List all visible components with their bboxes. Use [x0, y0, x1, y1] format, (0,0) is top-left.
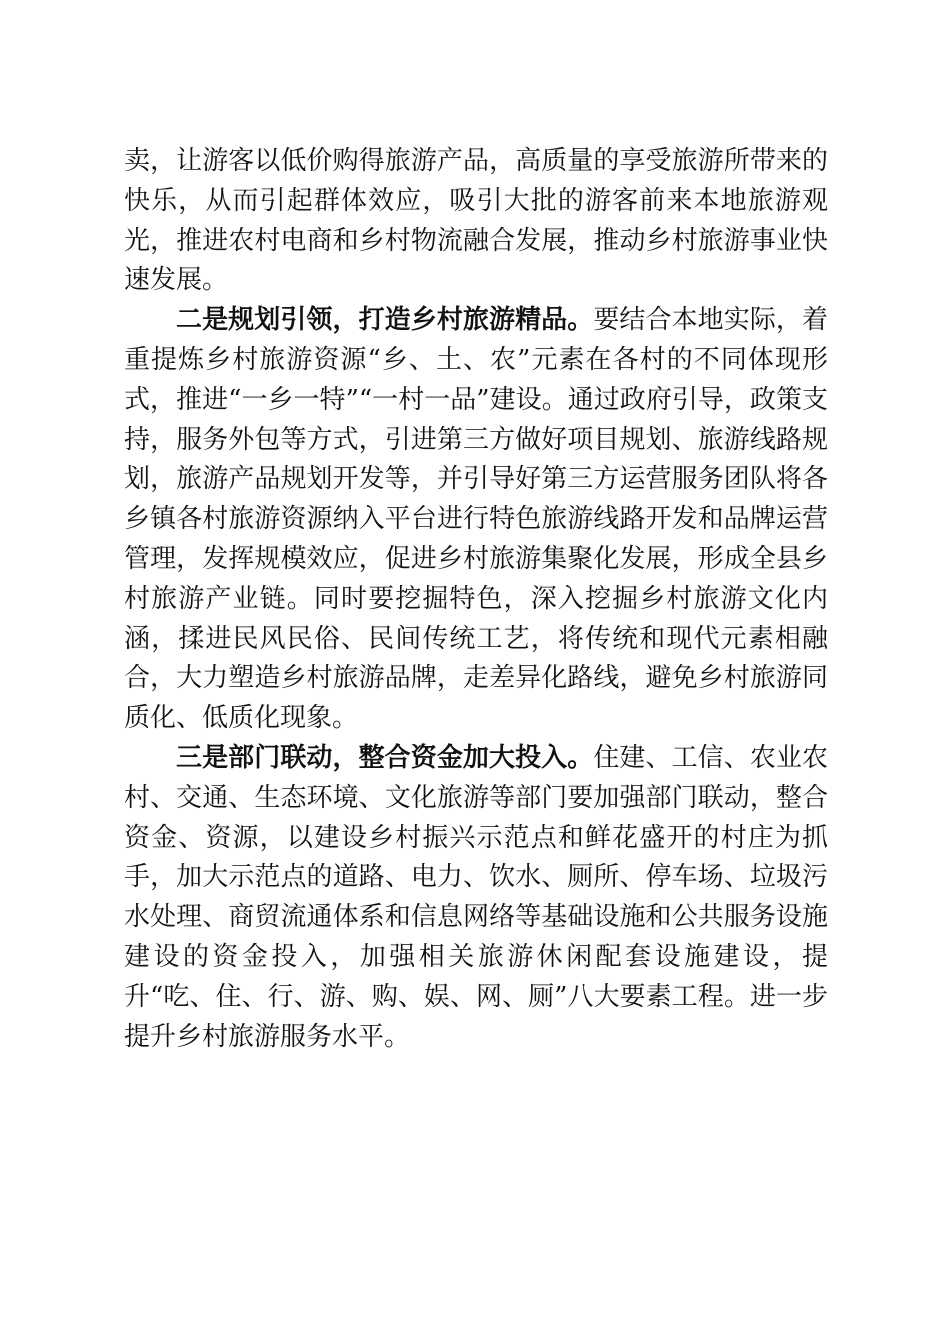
paragraph-lead-heading: 二是规划引领，打造乡村旅游精品。	[176, 305, 594, 336]
paragraph-text: 住建、工信、农业农村、交通、生态环境、文化旅游等部门要加强部门联动，整合资金、资源，以建设乡村振兴示范点和鲜花盛开的村庄为抓手，加大示范点的道路、电力、饮水、厕所、停车场、垃圾污水处理、商贸流通体系和信息网络等基础设施和公共服务设施建设的资金投入，加强相关旅游休闲配套设施建设，提升“吃、住、行、游、购、娱、网、厕”八大要素工程。进一步提升乡村旅游服务水平。	[124, 742, 828, 1052]
paragraph-departments	[124, 739, 828, 1057]
document-body	[124, 142, 828, 1057]
paragraph-text: 卖，让游客以低价购得旅游产品，高质量的享受旅游所带来的快乐，从而引起群体效应，吸引大批的游客前来本地旅游观光，推进农村电商和乡村物流融合发展，推动乡村旅游事业快速发展。	[124, 146, 828, 296]
paragraph-lead-heading: 三是部门联动，整合资金加大投入。	[176, 742, 594, 773]
paragraph-continuation	[124, 142, 828, 301]
paragraph-planning	[124, 301, 828, 739]
paragraph-text: 要结合本地实际，着重提炼乡村旅游资源“乡、土、农”元素在各村的不同体现形式，推进“一乡一特”“一村一品”建设。通过政府引导，政策支持，服务外包等方式，引进第三方做好项目规划、旅游线路规划，旅游产品规划开发等，并引导好第三方运营服务团队将各乡镇各村旅游资源纳入平台进行特色旅游线路开发和品牌运营管理，发挥规模效应，促进乡村旅游集聚化发展，形成全县乡村旅游产业链。同时要挖掘特色，深入挖掘乡村旅游文化内涵，揉进民风民俗、民间传统工艺，将传统和现代元素相融合，大力塑造乡村旅游品牌，走差异化路线，避免乡村旅游同质化、低质化现象。	[124, 305, 828, 734]
